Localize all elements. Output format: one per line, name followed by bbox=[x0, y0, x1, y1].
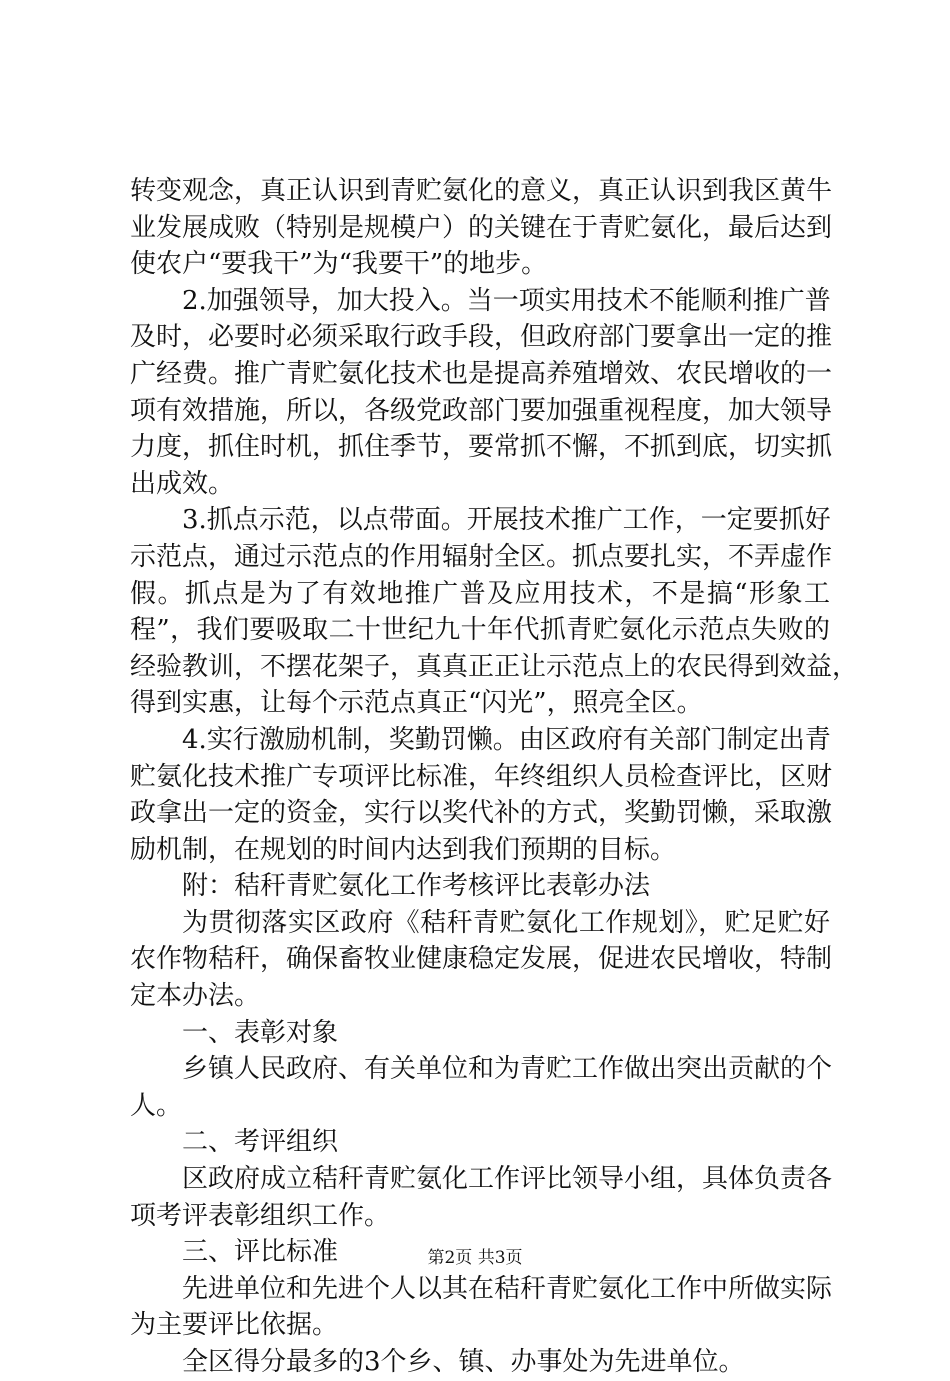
text-line: 乡镇人民政府、有关单位和为青贮工作做出突出贡献的个 bbox=[182, 1054, 833, 1085]
text-line: 励机制，在规划的时间内达到我们预期的目标。 bbox=[130, 834, 677, 865]
text-line: 人。 bbox=[130, 1090, 183, 1121]
text-line: 项有效措施，所以，各级党政部门要加强重视程度，加大领导 bbox=[130, 395, 833, 426]
text-line: 转变观念，真正认识到青贮氨化的意义，真正认识到我区黄牛 bbox=[130, 176, 833, 206]
text-line: 广经费。推广青贮氨化技术也是提高养殖增效、农民增收的一 bbox=[130, 358, 833, 389]
text-line: 项考评表彰组织工作。 bbox=[130, 1200, 391, 1231]
text-line: 全区得分最多的3个乡、镇、办事处为先进单位。 bbox=[182, 1347, 745, 1377]
text-line: 力度，抓住时机，抓住季节，要常抓不懈，不抓到底，切实抓 bbox=[130, 432, 833, 463]
paragraph-4-heading-line: 4.实行激励机制，奖勤罚懒。由区政府有关部门制定出青 bbox=[182, 724, 831, 755]
text-line: 为贯彻落实区政府《秸秆青贮氨化工作规划》，贮足贮好 bbox=[182, 907, 830, 938]
text-line: 区政府成立秸秆青贮氨化工作评比领导小组，具体负责各 bbox=[182, 1164, 833, 1195]
text-line: 出成效。 bbox=[130, 468, 235, 499]
text-line: 为主要评比依据。 bbox=[130, 1310, 339, 1341]
paragraph-2-heading-line: 2.加强领导，加大投入。当一项实用技术不能顺利推广普 bbox=[182, 285, 831, 316]
section-heading: 三、评比标准 bbox=[182, 1237, 339, 1268]
document-body bbox=[130, 173, 859, 1381]
text-line: 使农户“要我干”为“我要干”的地步。 bbox=[130, 249, 548, 280]
text-line: 先进单位和先进个人以其在秸秆青贮氨化工作中所做实际 bbox=[182, 1273, 833, 1304]
appendix-title: 附：秸秆青贮氨化工作考核评比表彰办法 bbox=[182, 871, 651, 902]
text-line: 定本办法。 bbox=[130, 981, 261, 1012]
text-line: 政拿出一定的资金，实行以奖代补的方式，奖勤罚懒，采取激 bbox=[130, 798, 833, 829]
paragraph-3-heading-line: 3.抓点示范，以点带面。开展技术推广工作，一定要抓好 bbox=[182, 505, 831, 536]
text-line: 假。抓点是为了有效地推广普及应用技术，不是搞“形象工 bbox=[130, 578, 830, 609]
text-line: 贮氨化技术推广专项评比标准，年终组织人员检查评比，区财 bbox=[130, 761, 833, 792]
text-line: 得到实惠，让每个示范点真正“闪光”，照亮全区。 bbox=[130, 688, 703, 719]
page-footer: 第2页 共3页 bbox=[427, 1248, 523, 1268]
text-line: 程”，我们要吸取二十世纪九十年代抓青贮氨化示范点失败的 bbox=[130, 615, 830, 646]
text-line: 示范点，通过示范点的作用辐射全区。抓点要扎实，不弄虚作 bbox=[130, 541, 833, 572]
section-heading: 一、表彰对象 bbox=[182, 1017, 339, 1048]
text-line: 业发展成败（特别是规模户）的关键在于青贮氨化，最后达到 bbox=[130, 212, 833, 243]
section-heading: 二、考评组织 bbox=[182, 1127, 339, 1158]
text-line: 及时，必要时必须采取行政手段，但政府部门要拿出一定的推 bbox=[130, 322, 833, 353]
text-line: 农作物秸秆，确保畜牧业健康稳定发展，促进农民增收，特制 bbox=[130, 944, 833, 975]
text-line: 经验教训，不摆花架子，真真正正让示范点上的农民得到效益， bbox=[130, 651, 859, 682]
